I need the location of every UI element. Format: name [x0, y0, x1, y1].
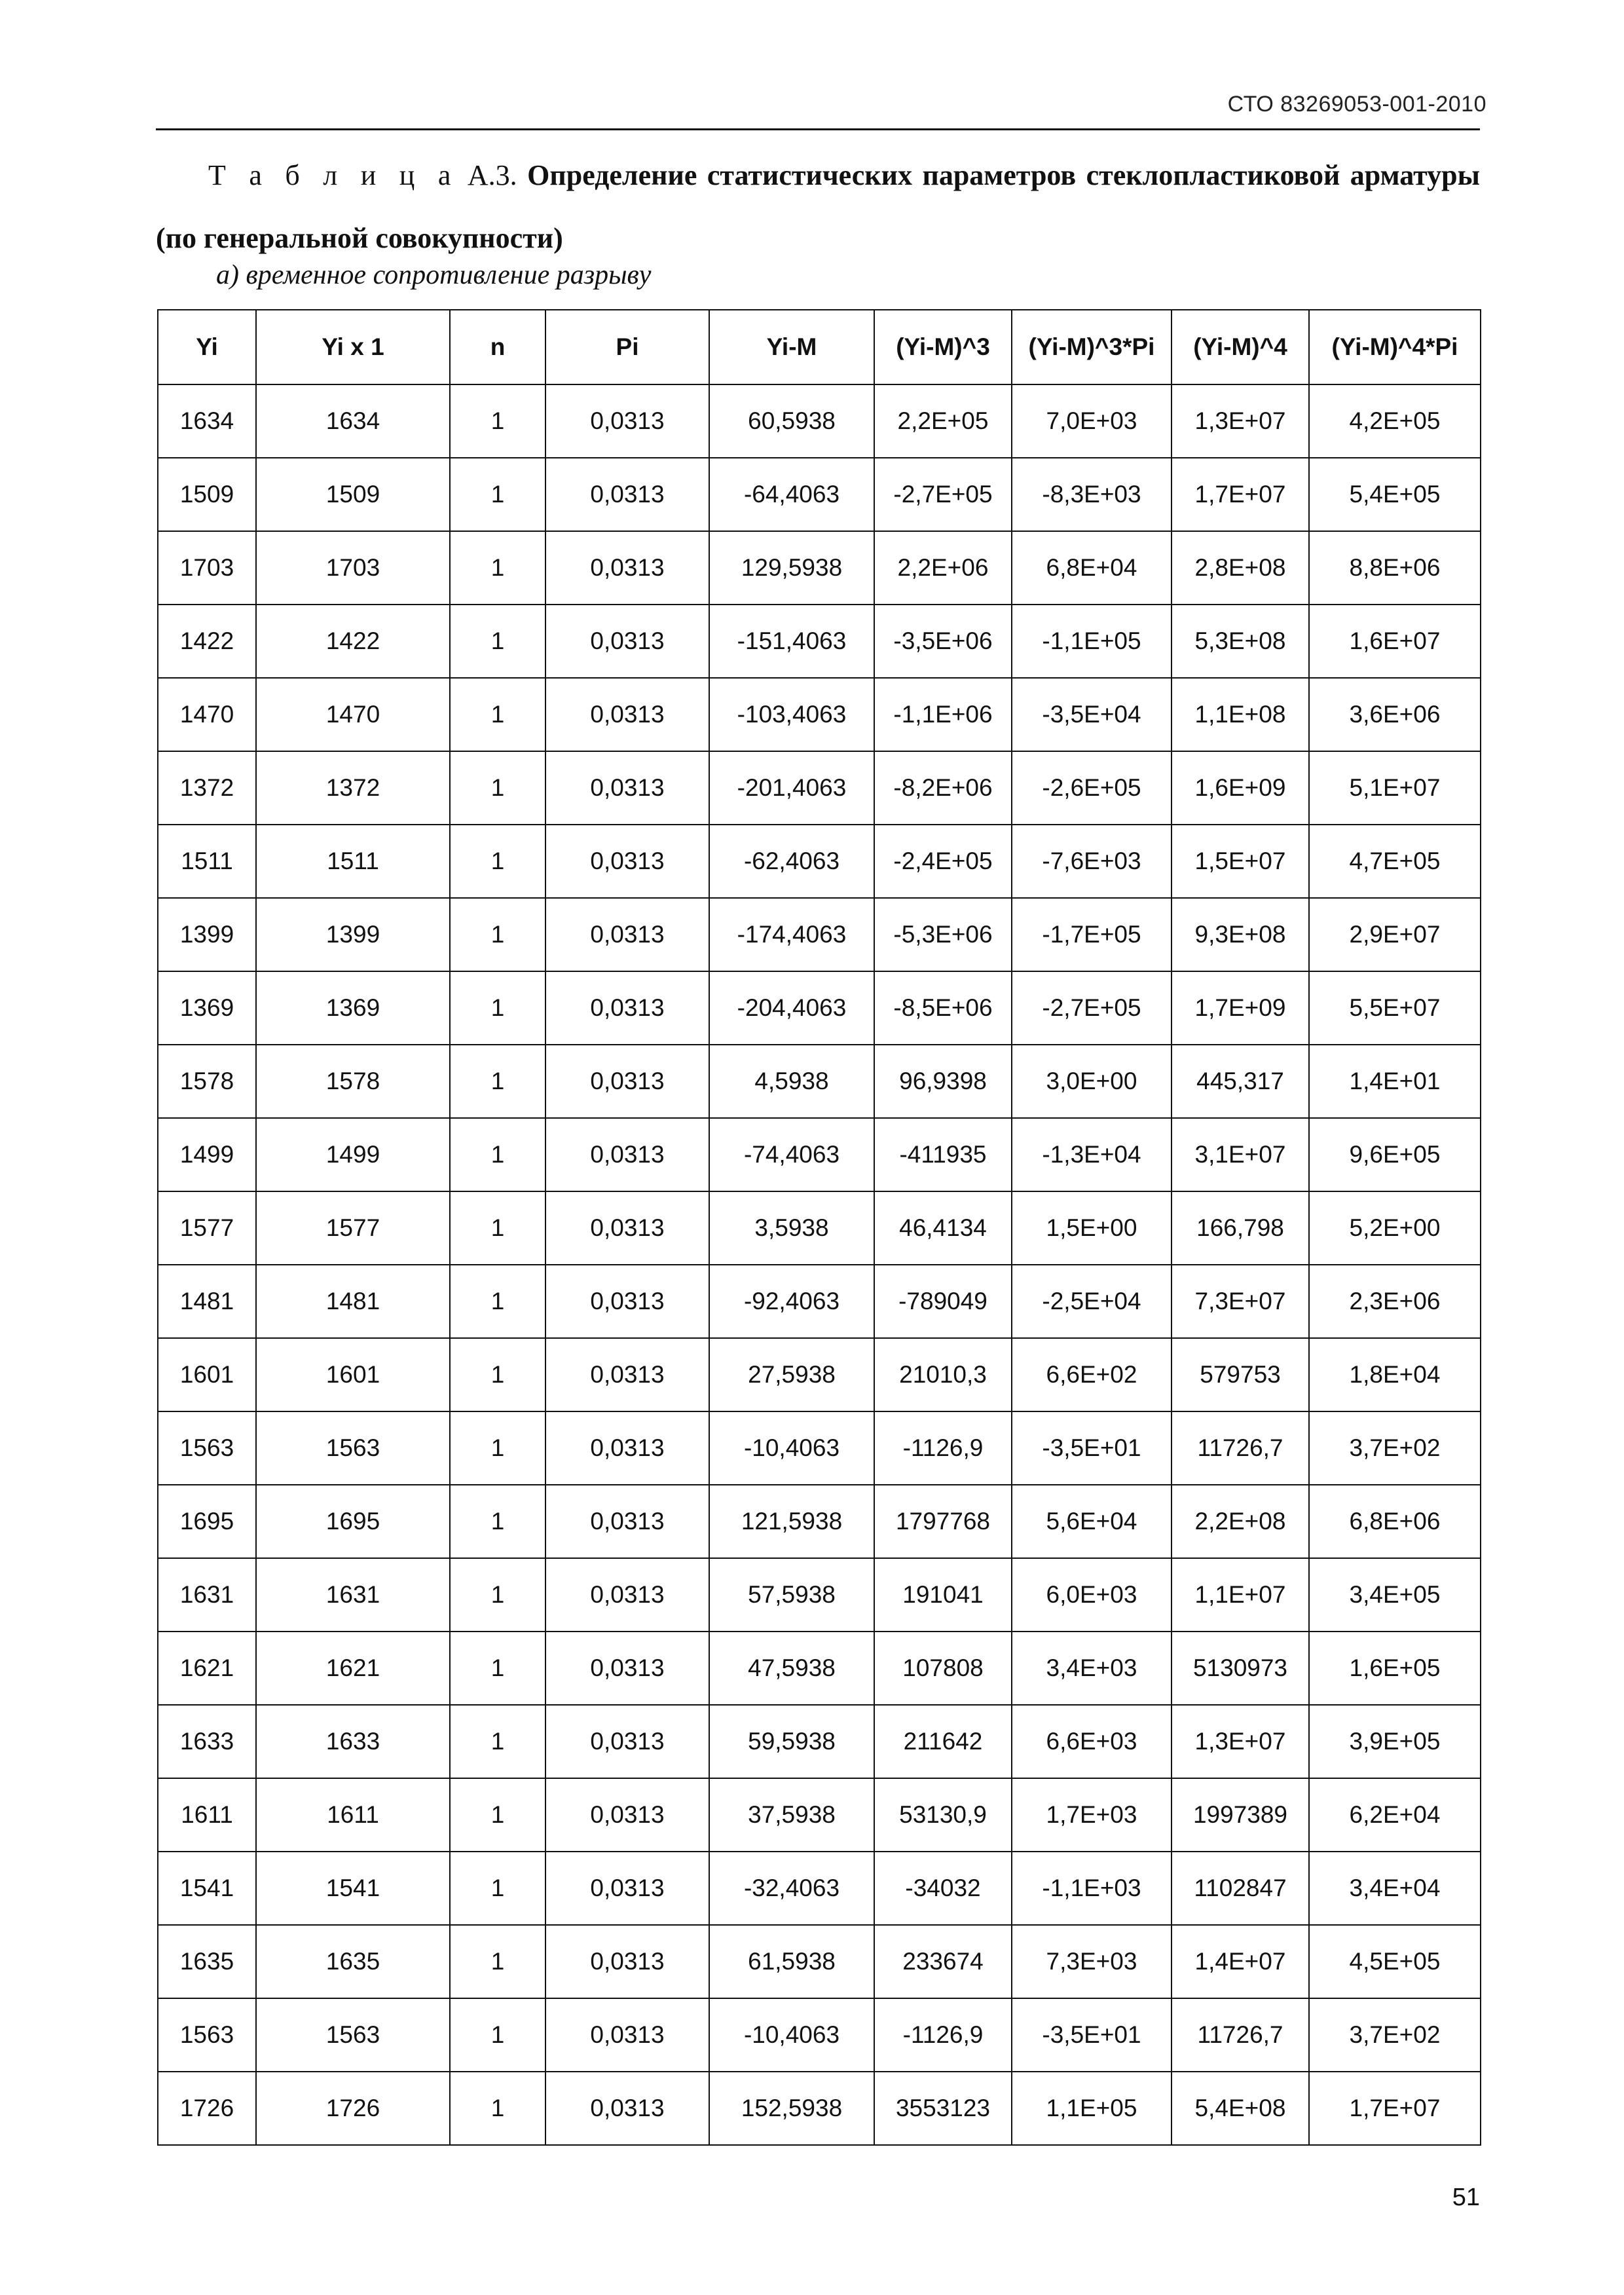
table-cell: 3,1E+07 [1172, 1118, 1309, 1191]
table-cell: 1611 [256, 1778, 450, 1852]
table-cell: 6,2E+04 [1309, 1778, 1481, 1852]
table-cell: 1703 [256, 531, 450, 605]
table-cell: -2,7E+05 [1012, 971, 1172, 1045]
table-cell: 0,0313 [545, 1778, 709, 1852]
table-cell: 1 [450, 458, 545, 531]
table-cell: 5,1E+07 [1309, 751, 1481, 825]
column-header: (Yi-M)^4*Pi [1309, 310, 1481, 384]
table-cell: -64,4063 [709, 458, 874, 531]
table-cell: 1102847 [1172, 1852, 1309, 1925]
table-cell: 0,0313 [545, 898, 709, 971]
table-cell: 1 [450, 1265, 545, 1338]
table-cell: 1726 [256, 2072, 450, 2145]
table-cell: 11726,7 [1172, 1411, 1309, 1485]
table-cell: 1,6E+07 [1309, 605, 1481, 678]
table-cell: -1,7E+05 [1012, 898, 1172, 971]
table-cell: -74,4063 [709, 1118, 874, 1191]
table-cell: 6,8E+04 [1012, 531, 1172, 605]
table-row [158, 1265, 1481, 1338]
table-cell: 11726,7 [1172, 1998, 1309, 2072]
table-cell: 1 [450, 1558, 545, 1632]
table-header-row [158, 310, 1481, 384]
table-cell: 1 [450, 1705, 545, 1778]
table-row [158, 1632, 1481, 1705]
table-row [158, 1118, 1481, 1191]
table-cell: -151,4063 [709, 605, 874, 678]
column-header: Pi [545, 310, 709, 384]
table-cell: 1 [450, 1485, 545, 1558]
table-cell: 1,6E+05 [1309, 1632, 1481, 1705]
table-cell: 1 [450, 898, 545, 971]
table-cell: -103,4063 [709, 678, 874, 751]
table-cell: 1511 [158, 825, 256, 898]
table-cell: -8,3E+03 [1012, 458, 1172, 531]
table-cell: 0,0313 [545, 1265, 709, 1338]
table-cell: 2,3E+06 [1309, 1265, 1481, 1338]
table-cell: 2,2E+08 [1172, 1485, 1309, 1558]
table-cell: 0,0313 [545, 1632, 709, 1705]
table-cell: -1,1E+05 [1012, 605, 1172, 678]
table-cell: 1577 [158, 1191, 256, 1265]
table-cell: -3,5E+06 [874, 605, 1012, 678]
table-cell: 21010,3 [874, 1338, 1012, 1411]
table-cell: 1695 [158, 1485, 256, 1558]
table-cell: -3,5E+04 [1012, 678, 1172, 751]
table-cell: 5,4E+08 [1172, 2072, 1309, 2145]
table-cell: 0,0313 [545, 971, 709, 1045]
table-cell: 61,5938 [709, 1925, 874, 1998]
table-cell: 1422 [158, 605, 256, 678]
table-cell: 152,5938 [709, 2072, 874, 2145]
table-cell: 5,6E+04 [1012, 1485, 1172, 1558]
table-cell: 4,5E+05 [1309, 1925, 1481, 1998]
table-cell: 1634 [256, 384, 450, 458]
table-cell: 1601 [256, 1338, 450, 1411]
table-cell: 1,5E+00 [1012, 1191, 1172, 1265]
table-row [158, 1411, 1481, 1485]
table-cell: 1,1E+07 [1172, 1558, 1309, 1632]
table-cell: 59,5938 [709, 1705, 874, 1778]
table-cell: 1 [450, 678, 545, 751]
table-cell: 7,0E+03 [1012, 384, 1172, 458]
table-cell: 1 [450, 1852, 545, 1925]
table-cell: 1,7E+03 [1012, 1778, 1172, 1852]
table-cell: 1422 [256, 605, 450, 678]
table-cell: 2,8E+08 [1172, 531, 1309, 605]
table-cell: -10,4063 [709, 1998, 874, 2072]
table-cell: 1611 [158, 1778, 256, 1852]
table-cell: 1,4E+07 [1172, 1925, 1309, 1998]
table-cell: 1 [450, 1118, 545, 1191]
table-cell: 0,0313 [545, 605, 709, 678]
table-cell: 0,0313 [545, 1118, 709, 1191]
table-row [158, 898, 1481, 971]
table-cell: 1 [450, 1778, 545, 1852]
table-cell: 9,6E+05 [1309, 1118, 1481, 1191]
table-cell: -3,5E+01 [1012, 1998, 1172, 2072]
table-cell: 1470 [256, 678, 450, 751]
table-cell: 27,5938 [709, 1338, 874, 1411]
table-cell: 0,0313 [545, 1558, 709, 1632]
table-cell: 4,5938 [709, 1045, 874, 1118]
table-row [158, 605, 1481, 678]
table-cell: 1 [450, 1632, 545, 1705]
table-cell: 0,0313 [545, 751, 709, 825]
table-cell: 1,1E+05 [1012, 2072, 1172, 2145]
table-cell: 57,5938 [709, 1558, 874, 1632]
table-cell: 3,4E+03 [1012, 1632, 1172, 1705]
table-cell: 9,3E+08 [1172, 898, 1309, 971]
table-cell: 37,5938 [709, 1778, 874, 1852]
table-cell: 1726 [158, 2072, 256, 2145]
table-cell: 1578 [256, 1045, 450, 1118]
table-cell: 6,8E+06 [1309, 1485, 1481, 1558]
table-cell: 1621 [256, 1632, 450, 1705]
table-row [158, 1338, 1481, 1411]
table-cell: 1399 [158, 898, 256, 971]
table-cell: 1,4E+01 [1309, 1045, 1481, 1118]
table-cell: 579753 [1172, 1338, 1309, 1411]
table-cell: 0,0313 [545, 1998, 709, 2072]
table-cell: 1 [450, 531, 545, 605]
caption-number: А.3. [467, 159, 517, 191]
table-cell: -8,2E+06 [874, 751, 1012, 825]
table-cell: -34032 [874, 1852, 1012, 1925]
table-cell: 1634 [158, 384, 256, 458]
table-cell: -3,5E+01 [1012, 1411, 1172, 1485]
table-cell: 60,5938 [709, 384, 874, 458]
table-row [158, 1558, 1481, 1632]
table-cell: 46,4134 [874, 1191, 1012, 1265]
table-cell: -1,1E+06 [874, 678, 1012, 751]
table-cell: 1601 [158, 1338, 256, 1411]
table-cell: 7,3E+07 [1172, 1265, 1309, 1338]
table-cell: 0,0313 [545, 1191, 709, 1265]
table-cell: 1,7E+09 [1172, 971, 1309, 1045]
table-row [158, 384, 1481, 458]
table-cell: 1997389 [1172, 1778, 1309, 1852]
table-cell: 233674 [874, 1925, 1012, 1998]
table-cell: 3,9E+05 [1309, 1705, 1481, 1778]
table-cell: 6,6E+02 [1012, 1338, 1172, 1411]
table-cell: 4,2E+05 [1309, 384, 1481, 458]
table-cell: 1703 [158, 531, 256, 605]
table-cell: 1,7E+07 [1309, 2072, 1481, 2145]
table-cell: -201,4063 [709, 751, 874, 825]
column-header: Yi-M [709, 310, 874, 384]
table-cell: 0,0313 [545, 531, 709, 605]
table-cell: 2,2E+05 [874, 384, 1012, 458]
table-cell: 1631 [158, 1558, 256, 1632]
table-cell: 5,3E+08 [1172, 605, 1309, 678]
table-cell: 445,317 [1172, 1045, 1309, 1118]
table-cell: -1,1E+03 [1012, 1852, 1172, 1925]
table-cell: 1369 [158, 971, 256, 1045]
table-row [158, 678, 1481, 751]
table-cell: 1 [450, 1191, 545, 1265]
table-cell: -1126,9 [874, 1411, 1012, 1485]
table-cell: 1470 [158, 678, 256, 751]
table-cell: 0,0313 [545, 2072, 709, 2145]
table-cell: 1,6E+09 [1172, 751, 1309, 825]
table-cell: 3,5938 [709, 1191, 874, 1265]
table-row [158, 1705, 1481, 1778]
table-cell: -1126,9 [874, 1998, 1012, 2072]
column-header: (Yi-M)^4 [1172, 310, 1309, 384]
table-body [158, 384, 1481, 2145]
table-cell: 1 [450, 971, 545, 1045]
table-cell: -2,4E+05 [874, 825, 1012, 898]
table-row [158, 1485, 1481, 1558]
table-cell: 1 [450, 1925, 545, 1998]
table-cell: 1499 [256, 1118, 450, 1191]
table-cell: 1 [450, 751, 545, 825]
table-cell: 1509 [256, 458, 450, 531]
table-cell: 1481 [256, 1265, 450, 1338]
table-cell: 1372 [256, 751, 450, 825]
table-caption [156, 144, 1480, 270]
table-row [158, 458, 1481, 531]
table-cell: 1 [450, 825, 545, 898]
table-row [158, 971, 1481, 1045]
table-cell: 1,3E+07 [1172, 1705, 1309, 1778]
table-cell: -174,4063 [709, 898, 874, 971]
table-cell: 0,0313 [545, 1852, 709, 1925]
table-cell: 8,8E+06 [1309, 531, 1481, 605]
table-cell: 1509 [158, 458, 256, 531]
table-cell: 1578 [158, 1045, 256, 1118]
table-cell: 0,0313 [545, 1045, 709, 1118]
column-header: (Yi-M)^3 [874, 310, 1012, 384]
table-cell: 1,3E+07 [1172, 384, 1309, 458]
table-cell: -8,5E+06 [874, 971, 1012, 1045]
table-cell: 6,6E+03 [1012, 1705, 1172, 1778]
table-cell: -789049 [874, 1265, 1012, 1338]
table-cell: -7,6E+03 [1012, 825, 1172, 898]
statistics-table [157, 309, 1481, 2146]
table-cell: 1631 [256, 1558, 450, 1632]
table-cell: 1635 [158, 1925, 256, 1998]
table-cell: 5,4E+05 [1309, 458, 1481, 531]
table-cell: -62,4063 [709, 825, 874, 898]
table-cell: 1577 [256, 1191, 450, 1265]
table-cell: 191041 [874, 1558, 1012, 1632]
table-cell: 0,0313 [545, 458, 709, 531]
table-cell: 96,9398 [874, 1045, 1012, 1118]
table-cell: 1563 [256, 1411, 450, 1485]
table-row [158, 1925, 1481, 1998]
table-cell: 1399 [256, 898, 450, 971]
table-cell: 1633 [256, 1705, 450, 1778]
document-code: СТО 83269053-001-2010 [1227, 92, 1486, 117]
table-cell: 1481 [158, 1265, 256, 1338]
table-cell: 4,7E+05 [1309, 825, 1481, 898]
table-cell: 121,5938 [709, 1485, 874, 1558]
table-cell: -2,7E+05 [874, 458, 1012, 531]
table-cell: -32,4063 [709, 1852, 874, 1925]
table-cell: 2,2E+06 [874, 531, 1012, 605]
table-cell: 1541 [256, 1852, 450, 1925]
table-cell: 7,3E+03 [1012, 1925, 1172, 1998]
table-cell: 1621 [158, 1632, 256, 1705]
table-cell: 1 [450, 605, 545, 678]
table-cell: 1 [450, 1411, 545, 1485]
table-row [158, 2072, 1481, 2145]
table-row [158, 1191, 1481, 1265]
table-cell: 5,2E+00 [1309, 1191, 1481, 1265]
table-cell: 3553123 [874, 2072, 1012, 2145]
header-rule [156, 128, 1480, 130]
table-row [158, 1998, 1481, 2072]
table-cell: 166,798 [1172, 1191, 1309, 1265]
table-cell: 3,4E+05 [1309, 1558, 1481, 1632]
table-cell: 0,0313 [545, 1925, 709, 1998]
table-row [158, 531, 1481, 605]
table-cell: 6,0E+03 [1012, 1558, 1172, 1632]
table-cell: 1633 [158, 1705, 256, 1778]
table-cell: -411935 [874, 1118, 1012, 1191]
table-cell: 1372 [158, 751, 256, 825]
table-row [158, 825, 1481, 898]
column-header: Yi [158, 310, 256, 384]
column-header: (Yi-M)^3*Pi [1012, 310, 1172, 384]
table-cell: 0,0313 [545, 1338, 709, 1411]
table-row [158, 1852, 1481, 1925]
table-cell: 3,4E+04 [1309, 1852, 1481, 1925]
table-cell: 1 [450, 2072, 545, 2145]
table-cell: -10,4063 [709, 1411, 874, 1485]
table-cell: -5,3E+06 [874, 898, 1012, 971]
table-row [158, 1045, 1481, 1118]
table-cell: 1563 [158, 1998, 256, 2072]
table-cell: 1 [450, 1045, 545, 1118]
table-cell: 53130,9 [874, 1778, 1012, 1852]
table-cell: 0,0313 [545, 1411, 709, 1485]
table-cell: 211642 [874, 1705, 1012, 1778]
table-cell: 3,7E+02 [1309, 1411, 1481, 1485]
table-cell: 129,5938 [709, 531, 874, 605]
table-cell: 1499 [158, 1118, 256, 1191]
table-cell: 1 [450, 1338, 545, 1411]
table-row [158, 751, 1481, 825]
table-cell: 3,7E+02 [1309, 1998, 1481, 2072]
table-cell: -2,5E+04 [1012, 1265, 1172, 1338]
table-cell: 1563 [158, 1411, 256, 1485]
table-cell: 1695 [256, 1485, 450, 1558]
table-cell: 0,0313 [545, 384, 709, 458]
caption-title: Определение статистических параметров стеклопластиковой арматуры (по генеральной совокупности) [156, 159, 1481, 254]
table-cell: 1563 [256, 1998, 450, 2072]
table-cell: 0,0313 [545, 1485, 709, 1558]
table-cell: 0,0313 [545, 1705, 709, 1778]
table-cell: 1369 [256, 971, 450, 1045]
table-cell: -2,6E+05 [1012, 751, 1172, 825]
table-cell: 1511 [256, 825, 450, 898]
caption-lead: Т а б л и ц а [208, 159, 458, 191]
table-cell: 1,7E+07 [1172, 458, 1309, 531]
table-cell: 1,5E+07 [1172, 825, 1309, 898]
table-cell: 1541 [158, 1852, 256, 1925]
column-header: n [450, 310, 545, 384]
table-cell: 2,9E+07 [1309, 898, 1481, 971]
table-cell: 3,6E+06 [1309, 678, 1481, 751]
table-cell: -92,4063 [709, 1265, 874, 1338]
table-cell: 47,5938 [709, 1632, 874, 1705]
table-cell: 1 [450, 1998, 545, 2072]
table-cell: 1,8E+04 [1309, 1338, 1481, 1411]
table-subcaption: а) временное сопротивление разрыву [216, 260, 652, 290]
page-number: 51 [1452, 2184, 1480, 2211]
table-cell: -1,3E+04 [1012, 1118, 1172, 1191]
table-cell: 1,1E+08 [1172, 678, 1309, 751]
table-cell: 5130973 [1172, 1632, 1309, 1705]
table-cell: 107808 [874, 1632, 1012, 1705]
table-cell: 3,0E+00 [1012, 1045, 1172, 1118]
table-cell: 0,0313 [545, 678, 709, 751]
column-header: Yi x 1 [256, 310, 450, 384]
table-cell: 5,5E+07 [1309, 971, 1481, 1045]
table-cell: 0,0313 [545, 825, 709, 898]
table-row [158, 1778, 1481, 1852]
table-cell: -204,4063 [709, 971, 874, 1045]
table-cell: 1797768 [874, 1485, 1012, 1558]
table-cell: 1635 [256, 1925, 450, 1998]
table-cell: 1 [450, 384, 545, 458]
